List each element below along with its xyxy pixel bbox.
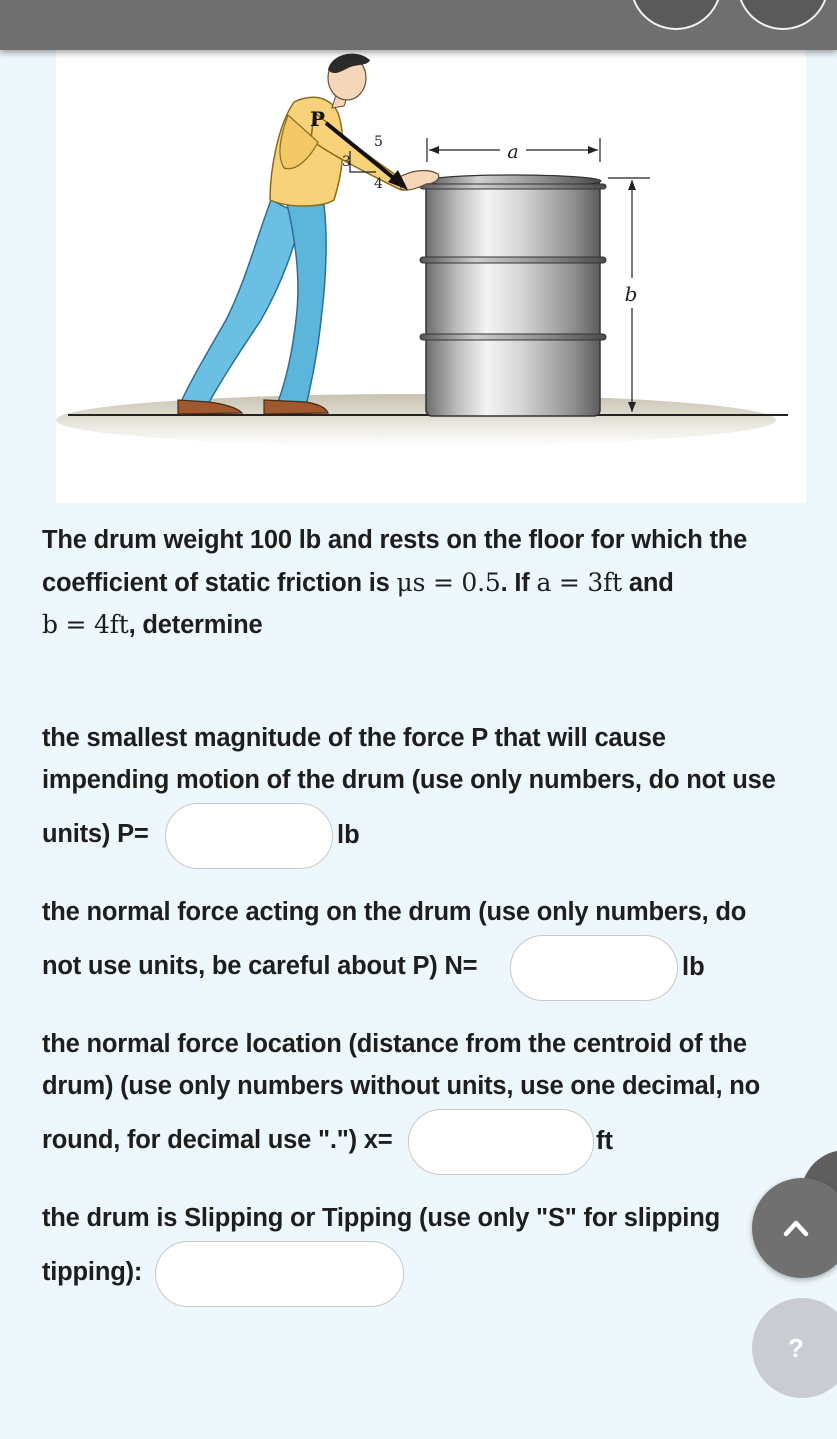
force-p-input[interactable] — [165, 803, 333, 869]
drum-diagram — [56, 50, 806, 503]
dimension-b-label: b — [624, 282, 638, 306]
b-expression: b = 4ft — [42, 610, 129, 639]
mu-expression: μs = 0.5 — [396, 568, 501, 597]
intro-text-b: . If — [500, 569, 530, 597]
drum — [420, 175, 606, 416]
toolbar-circle-button-left[interactable] — [630, 0, 722, 30]
force-p-label: P — [310, 107, 326, 131]
toolbar-circle-button-right[interactable] — [737, 0, 829, 30]
intro-line-1: The drum weight 100 lb and rests on the floor for which the — [42, 526, 748, 554]
floor-shadow — [56, 394, 776, 446]
slope-label-3: 3 — [342, 154, 351, 170]
question-normal-force — [42, 892, 822, 1002]
slip-or-tip-input[interactable] — [155, 1241, 404, 1307]
normal-location-input[interactable] — [408, 1109, 594, 1175]
q3-line-3: round, for decimal use ".") x= — [42, 1126, 393, 1154]
intro-line-3 — [42, 610, 263, 640]
question-slip-or-tip — [42, 1198, 762, 1308]
normal-force-input[interactable] — [510, 935, 678, 1001]
help-button[interactable] — [752, 1298, 837, 1398]
q1-line-2: impending motion of the drum (use only numbers, do not use — [42, 766, 776, 794]
slope-label-5: 5 — [374, 134, 383, 150]
q4-line-2: tipping): — [42, 1258, 143, 1286]
q2-line-1: the normal force acting on the drum (use only numbers, do — [42, 898, 747, 926]
dimension-a-label: a — [507, 141, 519, 163]
q2-line-2: not use units, be careful about P) N= — [42, 952, 478, 980]
a-expression: a = 3ft — [536, 568, 622, 597]
man-figure — [178, 54, 439, 414]
top-bar — [0, 0, 837, 50]
q1-line-3: units) P= — [42, 820, 149, 848]
help-icon: ? — [788, 1332, 804, 1363]
problem-statement — [42, 522, 822, 652]
intro-text-c: and — [628, 569, 674, 597]
q1-line-1: the smallest magnitude of the force P that will cause — [42, 724, 666, 752]
slope-label-4: 4 — [374, 176, 383, 192]
q3-line-2: drum) (use only numbers without units, use one decimal, no — [42, 1072, 761, 1100]
normal-force-unit: lb — [682, 953, 705, 981]
force-p-unit: lb — [337, 821, 360, 849]
intro-text-a: coefficient of static friction is — [42, 569, 390, 597]
problem-figure — [56, 50, 806, 503]
scroll-up-button[interactable] — [752, 1178, 837, 1278]
normal-location-unit: ft — [596, 1127, 613, 1155]
intro-text-d: , determine — [128, 611, 263, 639]
q4-line-1: the drum is Slipping or Tipping (use only "S" for slipping — [42, 1204, 720, 1232]
q3-line-1: the normal force location (distance from the centroid of the — [42, 1030, 747, 1058]
chevron-up-icon — [779, 1211, 813, 1245]
question-force-p — [42, 718, 822, 878]
intro-line-2 — [42, 568, 674, 598]
